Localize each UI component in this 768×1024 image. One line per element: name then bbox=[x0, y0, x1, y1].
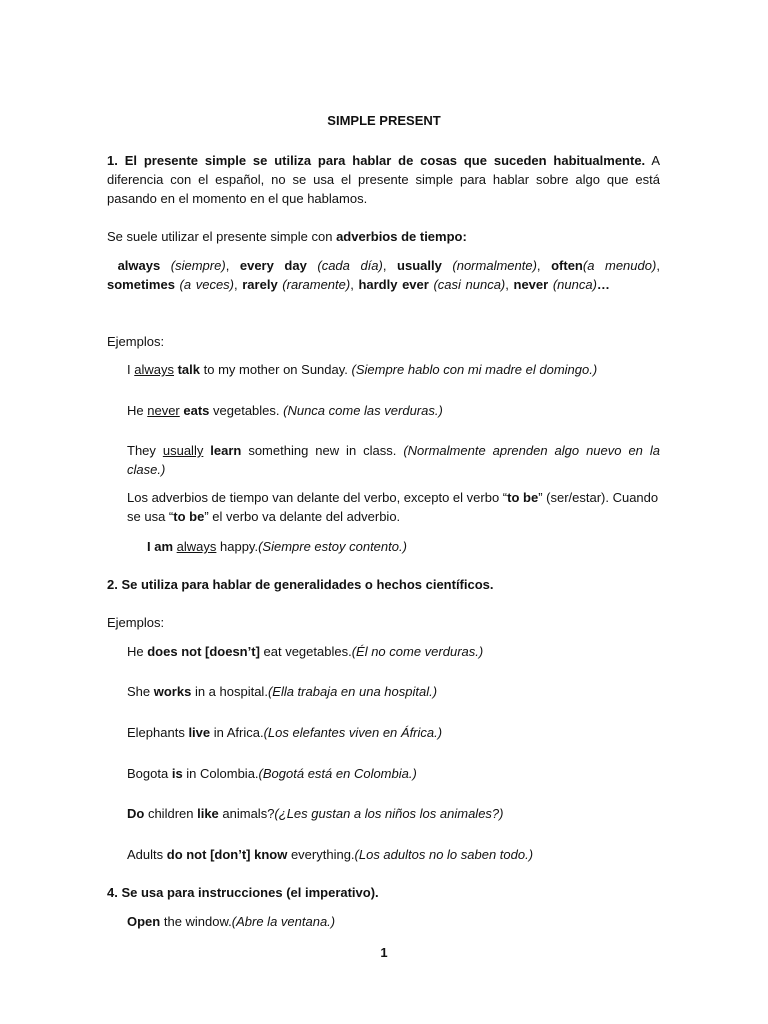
s1-ex1-adverb: always bbox=[134, 362, 174, 377]
section-2-examples-label: Ejemplos: bbox=[107, 615, 165, 630]
adverb-sometimes-translation: (a veces) bbox=[179, 277, 235, 292]
s1-ex3-verb: learn bbox=[203, 443, 242, 458]
adverb-usually-translation: (normalmente) bbox=[452, 258, 537, 273]
s4-example-1: Open the window.(Abre la ventana.) bbox=[127, 914, 336, 929]
s1-ex2-verb: eats bbox=[179, 403, 210, 418]
adverb-hardly-ever-translation: (casi nunca) bbox=[433, 277, 506, 292]
s1-ex3-adverb: usually bbox=[162, 443, 204, 458]
adverbs-intro-text: Se suele utilizar el presente simple con bbox=[107, 229, 337, 244]
adverb-hardly-ever: hardly ever bbox=[358, 277, 429, 292]
section-1-paragraph bbox=[107, 151, 660, 208]
adverb-always-translation: (siempre) bbox=[170, 258, 226, 273]
s1-example-2: He never eats vegetables. (Nunca come las verduras.) bbox=[127, 403, 443, 418]
adverbs-list: always (siempre), every day (cada día), usually (normalmente), often(a menudo), sometimes (a veces), rarely (raramente), hardly ever (casi nunca), never (nunca)… bbox=[107, 258, 660, 292]
section-2-heading: 2. Se utiliza para hablar de generalidades o hechos científicos. bbox=[107, 577, 494, 592]
s2-example-4: Bogota is in Colombia.(Bogotá está en Colombia.) bbox=[127, 766, 417, 781]
adverbs-ellipsis: … bbox=[596, 277, 610, 292]
adverb-every-day: every day bbox=[239, 258, 307, 273]
s1-ex2-translation: (Nunca come las verduras.) bbox=[283, 403, 443, 418]
s2-example-6: Adults do not [don’t] know everything.(Los adultos no lo saben todo.) bbox=[127, 847, 534, 862]
section-1-examples-label: Ejemplos: bbox=[107, 334, 165, 349]
s1-ex3-translation: (Normalmente aprenden algo nuevo en la clase.) bbox=[127, 443, 660, 477]
adverb-rarely-translation: (raramente) bbox=[282, 277, 351, 292]
s1-example-4: I am always happy.(Siempre estoy contento.) bbox=[147, 539, 407, 554]
adverb-always: always bbox=[117, 258, 161, 273]
s2-example-5: Do children like animals?(¿Les gustan a los niños los animales?) bbox=[127, 806, 504, 821]
s1-note: Los adverbios de tiempo van delante del verbo, excepto el verbo “to be” (ser/estar). Cuando se usa “to be” el verbo va delante del adverbio. bbox=[127, 490, 659, 524]
page-number: 1 bbox=[380, 945, 388, 960]
adverb-rarely: rarely bbox=[242, 277, 278, 292]
s1-example-3: They usually learn something new in class. (Normalmente aprenden algo nuevo en la clase.) bbox=[127, 443, 660, 477]
s2-example-3: Elephants live in Africa.(Los elefantes viven en África.) bbox=[127, 725, 443, 740]
section-1-text: A diferencia con el español, no se usa el presente simple para hablar sobre algo que está pasando en el momento en el que hablamos. bbox=[107, 153, 660, 206]
adverb-never-translation: (nunca) bbox=[552, 277, 597, 292]
section-1-heading: 1. El presente simple se utiliza para hablar de cosas que suceden habitualmente. bbox=[107, 153, 646, 168]
adverb-usually: usually bbox=[397, 258, 442, 273]
page-title: SIMPLE PRESENT bbox=[327, 113, 441, 128]
s2-example-2: She works in a hospital.(Ella trabaja en una hospital.) bbox=[127, 684, 438, 699]
s1-ex2-adverb: never bbox=[147, 403, 180, 418]
s1-example-1: I always talk to my mother on Sunday. (Siempre hablo con mi madre el domingo.) bbox=[127, 362, 598, 377]
adverb-every-day-translation: (cada día) bbox=[317, 258, 383, 273]
adverb-often-translation: (a menudo) bbox=[582, 258, 657, 273]
s2-example-1: He does not [doesn’t] eat vegetables.(Él no come verduras.) bbox=[127, 644, 484, 659]
section-4-heading: 4. Se usa para instrucciones (el imperativo). bbox=[107, 885, 379, 900]
s1-ex4-translation: (Siempre estoy contento.) bbox=[258, 539, 407, 554]
adverbs-intro bbox=[107, 227, 660, 246]
adverb-never: never bbox=[513, 277, 549, 292]
adverb-sometimes: sometimes bbox=[107, 277, 175, 292]
s1-ex1-translation: (Siempre hablo con mi madre el domingo.) bbox=[351, 362, 598, 377]
adverbs-intro-bold: adverbios de tiempo: bbox=[336, 229, 467, 244]
s1-ex4-adverb: always bbox=[176, 539, 217, 554]
s1-ex1-verb: talk bbox=[173, 362, 200, 377]
adverb-often: often bbox=[551, 258, 583, 273]
